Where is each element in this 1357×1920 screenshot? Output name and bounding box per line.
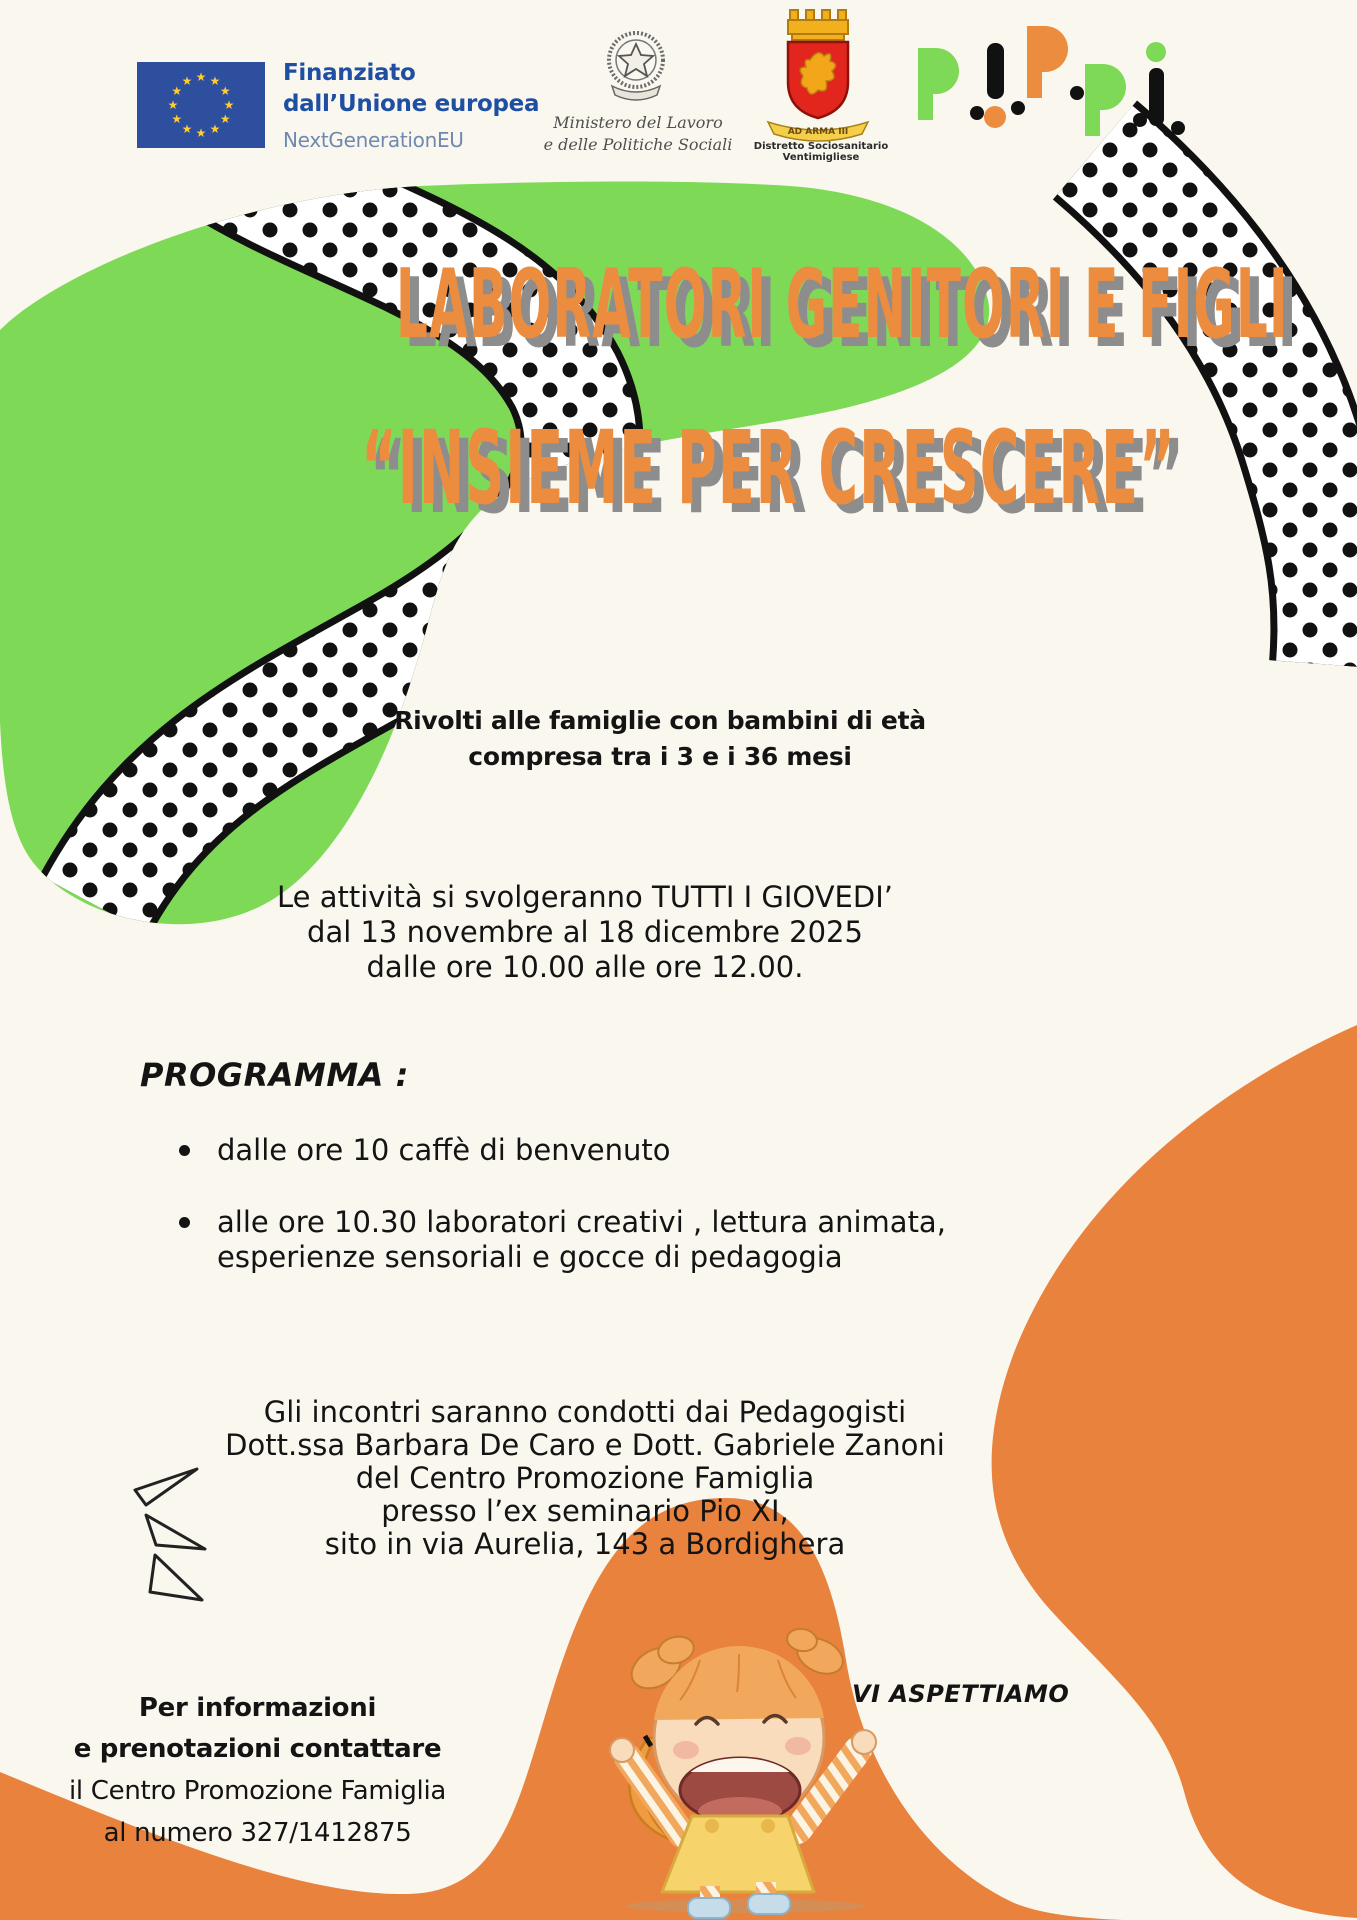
svg-text:★: ★: [181, 122, 193, 137]
eu-funding-line2: dall’Unione europea: [283, 91, 540, 117]
conductors-line2: Dott.ssa Barbara De Caro e Dott. Gabriele Zanoni: [225, 1428, 945, 1462]
page-title-line2: [0, 409, 1215, 528]
schedule-line3: dalle ore 10.00 alle ore 12.00.: [366, 950, 804, 984]
coat-of-arms-banner-text: AD ARMA III: [787, 127, 849, 137]
contact-line3: il Centro Promozione Famiglia: [68, 1776, 447, 1806]
svg-text:★: ★: [219, 112, 231, 126]
svg-text:★: ★: [171, 112, 183, 126]
schedule-text: [85, 880, 1085, 985]
district-label: Distretto Sociosanitario Ventimigliese: [753, 141, 889, 163]
pippi-letter-p2: [1027, 26, 1068, 98]
contact-line2: e prenotazioni contattare: [73, 1734, 442, 1764]
audience-line1: Rivolti alle famiglie con bambini di età: [394, 706, 926, 735]
svg-text:★: ★: [219, 84, 231, 98]
program-item: [175, 1133, 1055, 1168]
pippi-letter-p1: [918, 48, 959, 120]
pippi-exclamation: [984, 43, 1006, 128]
bullet-icon: [179, 1145, 190, 1156]
page-title-line2-text: “INSIEME PER CRESCERE”: [361, 409, 1176, 528]
svg-text:★: ★: [167, 98, 179, 112]
eu-funding-line1: Finanziato: [283, 60, 416, 86]
conductors-line5: sito in via Aurelia, 143 a Bordighera: [324, 1527, 846, 1561]
ministry-label: [518, 112, 758, 156]
svg-text:★: ★: [181, 73, 193, 88]
pippi-letter-i: [1146, 42, 1166, 126]
conductors-line4: presso l’ex seminario Pio XI,: [381, 1494, 789, 1528]
contact-line1: Per informazioni: [138, 1693, 377, 1723]
contact-line4: al numero 327/1412875: [103, 1818, 412, 1848]
district-coat-of-arms: [762, 6, 874, 148]
ministry-emblem-icon: [600, 24, 672, 110]
page-title-line1: [0, 250, 1289, 360]
program-list: [175, 1133, 1055, 1312]
bullet-icon: [179, 1217, 190, 1228]
program-item-text: dalle ore 10 caffè di benvenuto: [217, 1133, 671, 1167]
program-heading: PROGRAMMA :: [140, 1056, 409, 1094]
audience-subtitle: [160, 703, 1160, 775]
eu-flag-logo: [137, 62, 265, 148]
svg-text:★: ★: [195, 70, 207, 84]
svg-text:★: ★: [209, 122, 221, 137]
svg-text:★: ★: [223, 98, 235, 112]
pippi-logo: [915, 20, 1197, 138]
eu-funding-text: [283, 58, 539, 156]
conductors-text: [85, 1396, 1085, 1561]
pippi-letter-p3: [1085, 64, 1126, 136]
svg-text:★: ★: [195, 126, 207, 140]
contact-block: [30, 1688, 485, 1854]
program-item: [175, 1205, 1055, 1275]
vi-aspettiamo-text: VI ASPETTIAMO: [852, 1680, 1070, 1708]
svg-text:★: ★: [209, 73, 221, 88]
dotted-band-shape: [1095, 150, 1336, 665]
conductors-line3: del Centro Promozione Famiglia: [355, 1461, 815, 1495]
audience-line2: compresa tra i 3 e i 36 mesi: [468, 742, 852, 771]
page-title-line1-text: LABORATORI GENITORI E FIGLI: [395, 250, 1289, 360]
ministry-line1: Ministero del Lavoro: [553, 113, 723, 132]
conductors-line1: Gli incontri saranno condotti dai Pedagogisti: [263, 1395, 907, 1429]
program-item-text: alle ore 10.30 laboratori creativi , lettura animata, esperienze sensoriali e gocce di pedagogia: [217, 1205, 946, 1274]
schedule-line2: dal 13 novembre al 18 dicembre 2025: [307, 915, 863, 949]
schedule-line1: Le attività si svolgeranno TUTTI I GIOVEDI’: [277, 880, 893, 914]
nextgeneu-label: NextGenerationEU: [283, 128, 464, 152]
ministry-line2: e delle Politiche Sociali: [543, 135, 733, 154]
svg-text:★: ★: [171, 84, 183, 98]
